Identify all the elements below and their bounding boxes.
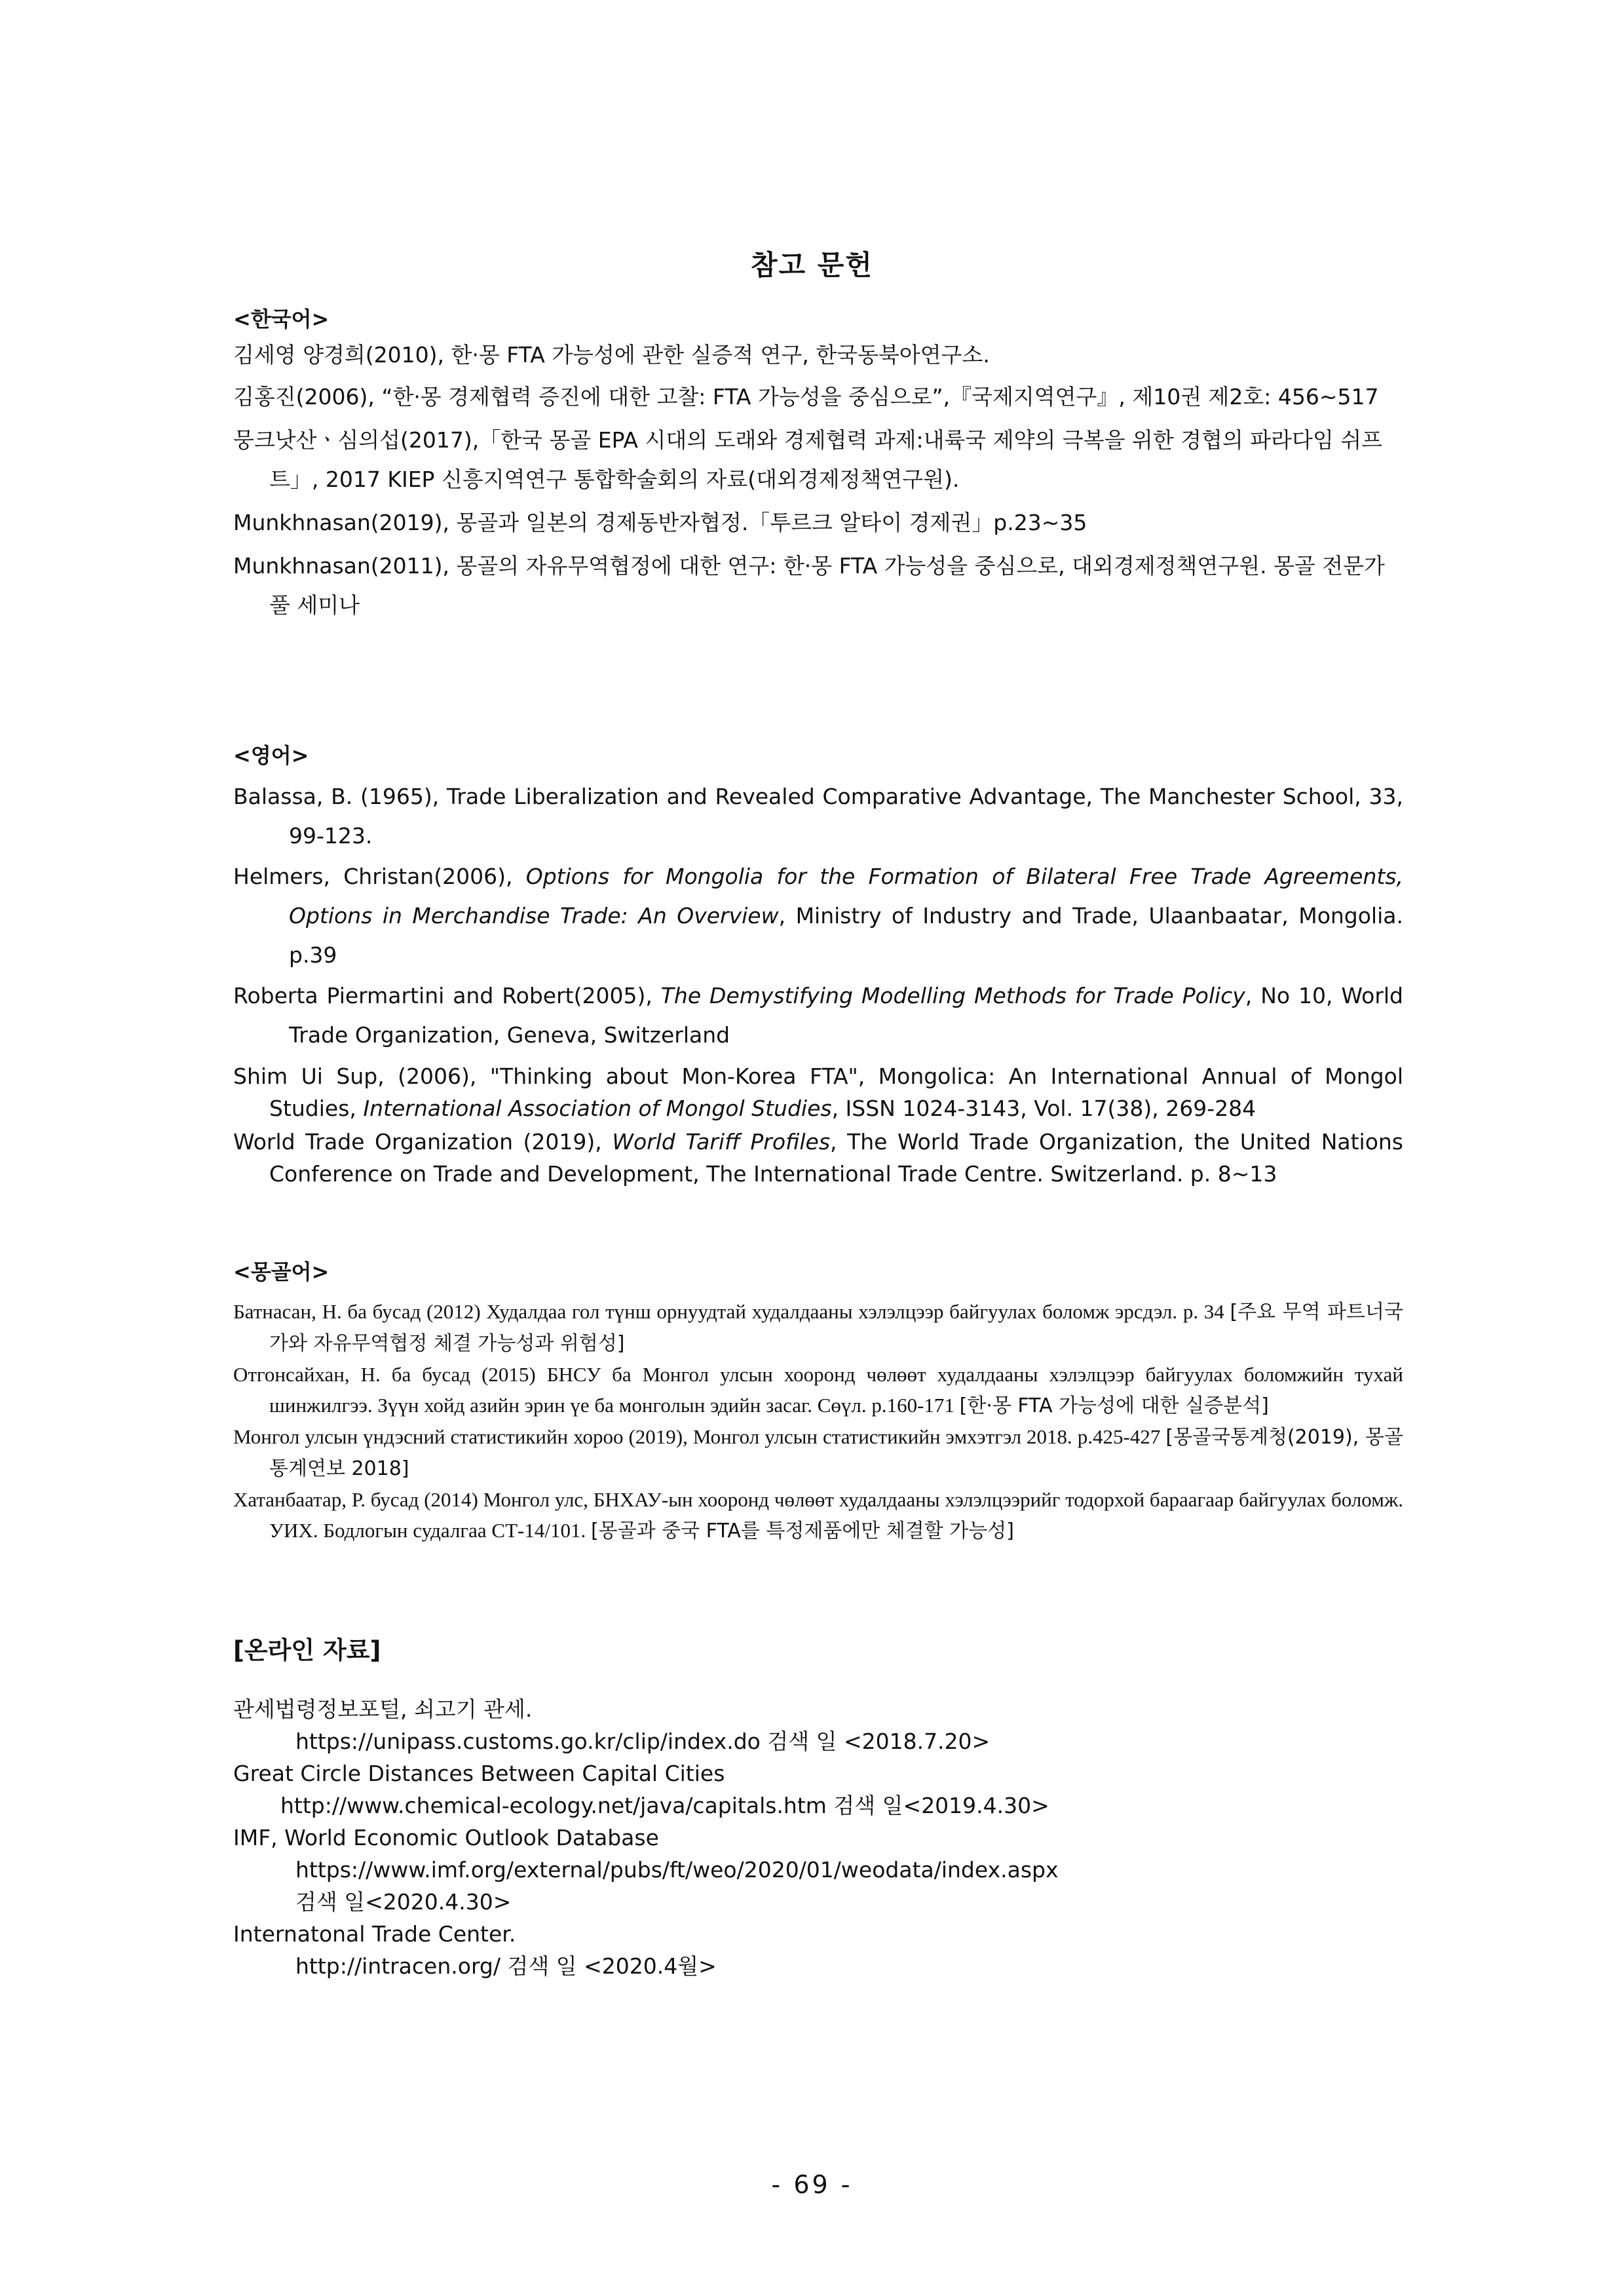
- section-heading-online: [온라인 자료]: [233, 1636, 381, 1664]
- reference-item: Roberta Piermartini and Robert(2005), The Demystifying Modelling Methods for Trade Policy, No 10, World Trade Organization, Geneva, Switzerland: [233, 983, 1404, 1048]
- reference-item: World Trade Organization (2019), World Tariff Profiles, The World Trade Organization, the United Nations Conference on Trade and Development, The International Trade Centre. Switzerland. p. 8~13: [233, 1129, 1404, 1187]
- reference-item: Munkhnasan(2019), 몽골과 일본의 경제동반자협정.「투르크 알타이 경제권」p.23~35: [233, 510, 1087, 535]
- reference-item: 김홍진(2006), “한·몽 경제협력 증진에 대한 고찰: FTA 가능성을 중심으로”,『국제지역연구』, 제10권 제2호: 456~517: [233, 384, 1379, 410]
- online-resource-name: Great Circle Distances Between Capital Cities: [233, 1761, 725, 1786]
- resource-link[interactable]: http://intracen.org/ 검색 일 <2020.4월>: [295, 1953, 717, 1979]
- reference-item: Батнасан, Н. ба бусад (2012) Худалдаа гол түнш орнуудтай худалдааны хэлэлцээр байгуулах боломж эрсдэл. p. 34 [주요 무역 파트너국가와 자유무역협정 체결 가능성과 위험성]: [233, 1300, 1403, 1355]
- korean-reference-list: [233, 335, 1403, 625]
- resource-link[interactable]: http://www.chemical-ecology.net/java/capitals.htm 검색 일<2019.4.30>: [280, 1793, 1049, 1818]
- online-resource-name: IMF, World Economic Outlook Database: [233, 1825, 659, 1850]
- resource-link[interactable]: https://unipass.customs.go.kr/clip/index.do 검색 일 <2018.7.20>: [295, 1729, 991, 1754]
- online-resource-list: [233, 1693, 1403, 1982]
- resource-access-date: 검색 일<2020.4.30>: [295, 1889, 512, 1915]
- reference-item: Balassa, B. (1965), Trade Liberalization and Revealed Comparative Advantage, The Manchester School, 33, 99-123.: [233, 784, 1403, 849]
- section-online: [233, 1630, 1403, 1666]
- online-resource-name: 관세법령정보포털, 쇠고기 관세.: [233, 1696, 533, 1722]
- online-resource-name: Internatonal Trade Center.: [233, 1921, 516, 1947]
- reference-item: Munkhnasan(2011), 몽골의 자유무역협정에 대한 연구: 한·몽 FTA 가능성을 중심으로, 대외경제정책연구원. 몽골 전문가풀 세미나: [233, 553, 1385, 618]
- page-number: - 69 -: [771, 2170, 853, 2199]
- reference-item: Helmers, Christan(2006), Options for Mongolia for the Formation of Bilateral Free Trade Agreements, Options in Merchandise Trade: An Overview, Ministry of Industry and Trade, Ulaanbaatar, Mongolia. p.39: [233, 864, 1403, 968]
- reference-item: 뭉크낫산ㆍ심의섭(2017),「한국 몽골 EPA 시대의 도래와 경제협력 과제:내륙국 제약의 극복을 위한 경협의 파라다임 쉬프트」, 2017 KIEP 신흥지역연구 통합학술회의 자료(대외경제정책연구원).: [233, 427, 1383, 492]
- reference-item: Хатанбаатар, Р. бусад (2014) Монгол улс, БНХАУ-ын хооронд чөлөөт худалдааны хэлэлцээрийг тодорхой бараагаар байгуулах боломж. УИХ. Бодлогын судалгаа СТ-14/101. [몽골과 중국 FTA를 특정제품에만 체결할 가능성]: [233, 1488, 1403, 1542]
- section-mongolian: [233, 1255, 1403, 1286]
- reference-item: Отгонсайхан, Н. ба бусад (2015) БНСУ ба Монгол улсын хооронд чөлөөт худалдааны хэлэлцээр байгуулах боломжийн тухай шинжилгээ. Зүүн хойд азийн эрин үе ба монголын эдийн засаг. Сөүл. p.160-171 [한·몽 FTA 가능성에 대한 실증분석]: [233, 1363, 1403, 1417]
- english-reference-list: [233, 777, 1403, 1190]
- reference-item: 김세영 양경희(2010), 한·몽 FTA 가능성에 관한 실증적 연구, 한국동북아연구소.: [233, 342, 990, 368]
- section-english: [233, 739, 1403, 769]
- section-korean: [233, 303, 1403, 333]
- section-heading-korean: <한국어>: [233, 307, 330, 332]
- section-heading-english: <영어>: [233, 743, 309, 768]
- page-title: 참고 문헌: [751, 249, 873, 281]
- mongolian-reference-list: [233, 1296, 1403, 1546]
- reference-item: Монгол улсын үндэсний статистикийн хороо (2019), Монгол улсын статистикийн эмхэтгэл 2018. p.425-427 [몽골국통계청(2019), 몽골 통계연보 2018]: [233, 1425, 1403, 1480]
- resource-link[interactable]: https://www.imf.org/external/pubs/ft/weo/2020/01/weodata/index.aspx: [295, 1857, 1059, 1883]
- reference-item: Shim Ui Sup, (2006), "Thinking about Mon-Korea FTA", Mongolica: An International Annual of Mongol Studies, International Association of Mongol Studies, ISSN 1024-3143, Vol. 17(38), 269-284: [233, 1063, 1403, 1121]
- section-heading-mongolian: <몽골어>: [233, 1259, 330, 1284]
